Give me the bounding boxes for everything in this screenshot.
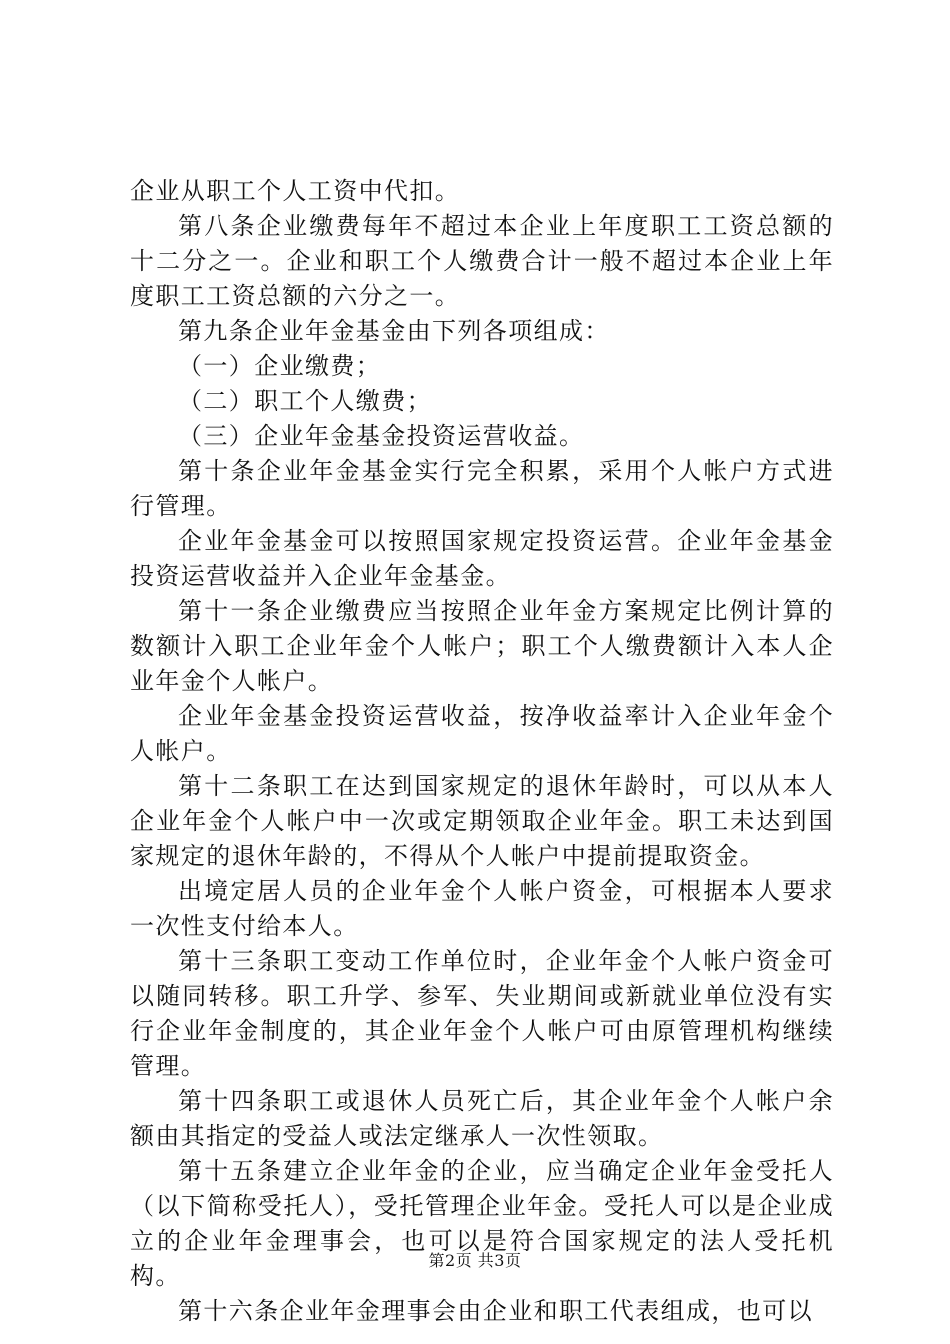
paragraph-continuation: 企业从职工个人工资中代扣。 — [130, 177, 461, 205]
paragraph-article-16: 第十六条企业年金理事会由企业和职工代表组成，也可以 — [178, 1297, 813, 1325]
paragraph-article-11: 第十一条企业缴费应当按照企业年金方案规定比例计算的数额计入职工企业年金个人帐户；职工个人缴费额计入本人企业年金个人帐户。 — [130, 597, 834, 695]
paragraph-investment: 企业年金基金可以按照国家规定投资运营。企业年金基金投资运营收益并入企业年金基金。 — [130, 527, 834, 590]
page-number-footer: 第2页 共3页 — [428, 1251, 522, 1270]
document-body — [130, 174, 834, 1329]
list-item-2: （二）职工个人缴费； — [178, 387, 432, 415]
paragraph-article-10: 第十条企业年金基金实行完全积累，采用个人帐户方式进行管理。 — [130, 457, 834, 520]
paragraph-article-9: 第九条企业年金基金由下列各项组成： — [178, 317, 610, 345]
paragraph-emigration: 出境定居人员的企业年金个人帐户资金，可根据本人要求一次性支付给本人。 — [130, 877, 834, 940]
paragraph-article-12: 第十二条职工在达到国家规定的退休年龄时，可以从本人企业年金个人帐户中一次或定期领取企业年金。职工未达到国家规定的退休年龄的，不得从个人帐户中提前提取资金。 — [130, 772, 834, 870]
paragraph-net-return: 企业年金基金投资运营收益，按净收益率计入企业年金个人帐户。 — [130, 702, 834, 765]
list-item-3: （三）企业年金基金投资运营收益。 — [178, 422, 585, 450]
paragraph-article-8: 第八条企业缴费每年不超过本企业上年度职工工资总额的十二分之一。企业和职工个人缴费合计一般不超过本企业上年度职工工资总额的六分之一。 — [130, 212, 834, 310]
paragraph-article-15: 第十五条建立企业年金的企业，应当确定企业年金受托人（以下简称受托人），受托管理企业年金。受托人可以是企业成立的企业年金理事会，也可以是符合国家规定的法人受托机构。 — [130, 1157, 834, 1290]
paragraph-article-13: 第十三条职工变动工作单位时，企业年金个人帐户资金可以随同转移。职工升学、参军、失业期间或新就业单位没有实行企业年金制度的，其企业年金个人帐户可由原管理机构继续管理。 — [130, 947, 834, 1080]
list-item-1: （一）企业缴费； — [178, 352, 382, 380]
paragraph-article-14: 第十四条职工或退休人员死亡后，其企业年金个人帐户余额由其指定的受益人或法定继承人一次性领取。 — [130, 1087, 834, 1150]
